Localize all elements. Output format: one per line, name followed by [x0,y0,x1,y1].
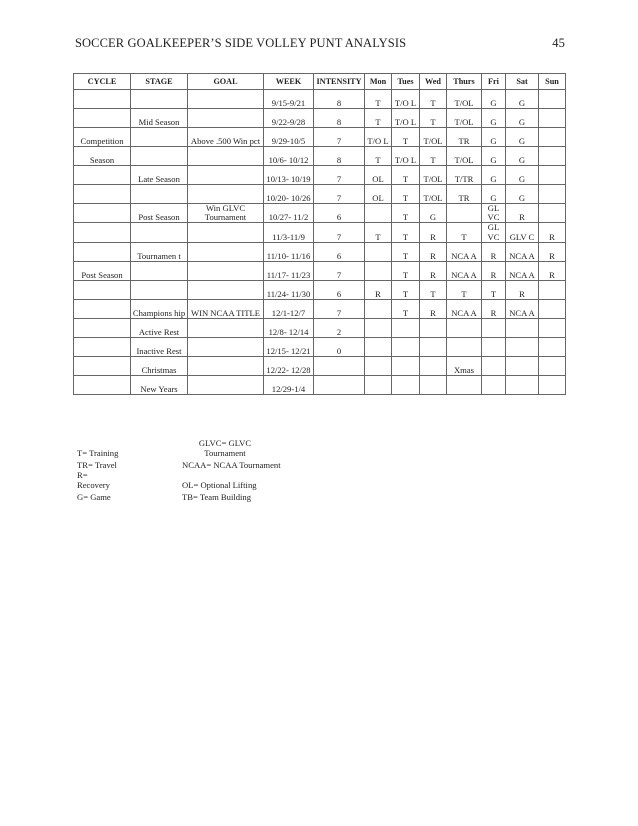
cell-wed: R [420,261,447,280]
cell-fri: G [482,109,506,128]
cell-tues: T [392,280,420,299]
cell-wed: R [420,299,447,318]
schedule-table [73,73,566,395]
cell-goal [188,166,264,185]
column-header-fri: Fri [482,74,506,90]
cell-thurs: NCA A [447,261,482,280]
cell-tues: T [392,166,420,185]
cell-cycle [74,318,131,337]
cell-goal [188,223,264,242]
cell-week: 9/15-9/21 [264,90,314,109]
cell-week: 12/22- 12/28 [264,356,314,375]
cell-cycle: Competition [74,128,131,147]
cell-sun [539,128,566,147]
cell-fri: R [482,299,506,318]
cell-mon [365,337,392,356]
cell-fri: G [482,147,506,166]
cell-goal [188,242,264,261]
cell-fri: R [482,261,506,280]
cell-thurs: NCA A [447,242,482,261]
cell-goal: Win GLVC Tournament [188,204,264,223]
table-row [74,375,566,394]
cell-tues: T/O L [392,147,420,166]
table-row [74,166,566,185]
cell-week: 10/6- 10/12 [264,147,314,166]
cell-wed: T/OL [420,128,447,147]
cell-thurs: TR [447,128,482,147]
cell-thurs: T/TR [447,166,482,185]
cell-sat: G [506,147,539,166]
cell-sat: G [506,185,539,204]
cell-intensity: 8 [314,109,365,128]
table-row [74,109,566,128]
cell-week: 12/15- 12/21 [264,337,314,356]
cell-fri: R [482,242,506,261]
cell-thurs: T/OL [447,147,482,166]
cell-sun: R [539,223,566,242]
cell-tues [392,375,420,394]
legend-game: G= Game [77,492,111,502]
cell-fri: G [482,90,506,109]
cell-thurs: Xmas [447,356,482,375]
cell-wed [420,375,447,394]
cell-wed: T [420,109,447,128]
cell-intensity: 7 [314,261,365,280]
cell-intensity: 6 [314,242,365,261]
cell-intensity: 6 [314,204,365,223]
cell-thurs: NCA A [447,299,482,318]
column-header-wed: Wed [420,74,447,90]
cell-fri: T [482,280,506,299]
cell-wed [420,337,447,356]
cell-stage [131,261,188,280]
table-row [74,223,566,242]
cell-stage: Mid Season [131,109,188,128]
cell-intensity: 7 [314,299,365,318]
cell-sun: R [539,242,566,261]
legend-training: T= Training [77,448,119,458]
cell-stage [131,280,188,299]
cell-sat [506,356,539,375]
cell-thurs: TR [447,185,482,204]
column-header-goal: GOAL [188,74,264,90]
cell-goal: Above .500 Win pct [188,128,264,147]
cell-goal [188,280,264,299]
cell-wed: T [420,147,447,166]
cell-fri: GL VC [482,204,506,223]
cell-stage [131,90,188,109]
cell-stage: Late Season [131,166,188,185]
cell-stage [131,128,188,147]
cell-tues: T [392,299,420,318]
legend-glvc [185,438,265,458]
column-header-tues: Tues [392,74,420,90]
cell-tues: T [392,204,420,223]
cell-sun [539,204,566,223]
legend-recovery-text: Recovery [77,480,110,490]
legend-glvc-line2: Tournament [204,448,246,458]
cell-fri: G [482,185,506,204]
cell-stage: New Years [131,375,188,394]
cell-cycle [74,356,131,375]
table-header-row [74,74,566,90]
cell-tues: T [392,185,420,204]
column-header-week: WEEK [264,74,314,90]
cell-mon [365,261,392,280]
cell-fri: G [482,166,506,185]
cell-thurs: T/OL [447,90,482,109]
cell-goal [188,147,264,166]
table-row [74,147,566,166]
cell-intensity: 8 [314,147,365,166]
cell-cycle: Post Season [74,261,131,280]
cell-thurs: T [447,280,482,299]
table-row [74,318,566,337]
column-header-sat: Sat [506,74,539,90]
cell-goal [188,337,264,356]
cell-sun [539,166,566,185]
cell-sun: R [539,261,566,280]
cell-thurs [447,204,482,223]
cell-tues: T [392,128,420,147]
table-row [74,185,566,204]
cell-goal [188,318,264,337]
cell-goal [188,90,264,109]
cell-intensity [314,356,365,375]
table-row [74,356,566,375]
document-title: SOCCER GOALKEEPER’S SIDE VOLLEY PUNT ANALYSIS [75,36,407,50]
cell-week: 11/10- 11/16 [264,242,314,261]
cell-cycle [74,185,131,204]
table-row [74,128,566,147]
cell-intensity: 7 [314,166,365,185]
cell-fri [482,318,506,337]
cell-thurs [447,318,482,337]
cell-cycle [74,280,131,299]
cell-week: 11/24- 11/30 [264,280,314,299]
cell-intensity: 6 [314,280,365,299]
cell-week: 9/22-9/28 [264,109,314,128]
cell-sat [506,337,539,356]
cell-mon: OL [365,166,392,185]
cell-tues: T [392,242,420,261]
table-row [74,280,566,299]
table-body [74,90,566,395]
cell-fri [482,337,506,356]
cell-sun [539,337,566,356]
cell-fri [482,375,506,394]
cell-sun [539,356,566,375]
cell-thurs: T/OL [447,109,482,128]
cell-wed: R [420,242,447,261]
cell-cycle: Season [74,147,131,166]
cell-sat: GLV C [506,223,539,242]
cell-sat: NCA A [506,261,539,280]
cell-mon [365,299,392,318]
cell-cycle [74,109,131,128]
cell-goal [188,375,264,394]
cell-sat: R [506,204,539,223]
cell-week: 12/8- 12/14 [264,318,314,337]
cell-sun [539,147,566,166]
cell-sat: G [506,109,539,128]
page-number: 45 [552,36,565,50]
cell-week: 12/1-12/7 [264,299,314,318]
table-row [74,299,566,318]
cell-wed: T/OL [420,166,447,185]
cell-wed: T [420,90,447,109]
cell-goal [188,356,264,375]
cell-mon [365,204,392,223]
cell-sat: R [506,280,539,299]
cell-cycle [74,90,131,109]
cell-sun [539,280,566,299]
cell-stage [131,185,188,204]
cell-week: 10/13- 10/19 [264,166,314,185]
cell-mon [365,375,392,394]
cell-thurs [447,337,482,356]
cell-mon [365,356,392,375]
cell-sat [506,375,539,394]
cell-sun [539,109,566,128]
cell-week: 11/3-11/9 [264,223,314,242]
cell-mon: T [365,90,392,109]
cell-intensity: 7 [314,223,365,242]
cell-cycle [74,204,131,223]
cell-sun [539,375,566,394]
cell-stage: Inactive Rest [131,337,188,356]
table-row [74,204,566,223]
cell-mon [365,318,392,337]
cell-sat: NCA A [506,242,539,261]
cell-cycle [74,242,131,261]
cell-cycle [74,375,131,394]
cell-sat: G [506,128,539,147]
cell-intensity: 7 [314,185,365,204]
cell-cycle [74,223,131,242]
column-header-sun: Sun [539,74,566,90]
cell-tues: T/O L [392,109,420,128]
cell-week: 10/27- 11/2 [264,204,314,223]
cell-stage [131,147,188,166]
cell-wed: G [420,204,447,223]
table-row [74,337,566,356]
legend-glvc-line1: GLVC= GLVC [198,438,252,448]
cell-cycle [74,166,131,185]
cell-mon: R [365,280,392,299]
cell-mon: OL [365,185,392,204]
cell-goal [188,261,264,280]
cell-sat: NCA A [506,299,539,318]
legend [77,438,497,528]
cell-cycle [74,337,131,356]
cell-tues [392,318,420,337]
cell-sun [539,90,566,109]
column-header-intensity: INTENSITY [314,74,365,90]
legend-optional-lifting: OL= Optional Lifting [182,480,257,490]
cell-wed: T [420,280,447,299]
cell-stage: Active Rest [131,318,188,337]
cell-intensity: 8 [314,90,365,109]
cell-sat [506,318,539,337]
cell-cycle [74,299,131,318]
cell-tues [392,356,420,375]
cell-wed [420,356,447,375]
cell-mon: T [365,223,392,242]
cell-sat: G [506,166,539,185]
cell-wed: T/OL [420,185,447,204]
cell-mon: T/O L [365,128,392,147]
table-row [74,261,566,280]
cell-mon: T [365,109,392,128]
cell-sat: G [506,90,539,109]
cell-stage: Christmas [131,356,188,375]
column-header-stage: STAGE [131,74,188,90]
legend-travel: TR= Travel [77,460,117,470]
table-row [74,90,566,109]
cell-fri [482,356,506,375]
cell-tues: T/O L [392,90,420,109]
cell-goal [188,109,264,128]
column-header-mon: Mon [365,74,392,90]
cell-fri: G [482,128,506,147]
legend-ncaa: NCAA= NCAA Tournament [182,460,281,470]
table-row [74,242,566,261]
cell-stage: Tournamen t [131,242,188,261]
cell-thurs: T [447,223,482,242]
cell-intensity [314,375,365,394]
cell-stage [131,223,188,242]
cell-mon [365,242,392,261]
cell-stage: Post Season [131,204,188,223]
cell-intensity: 7 [314,128,365,147]
cell-fri: GL VC [482,223,506,242]
cell-sun [539,318,566,337]
cell-thurs [447,375,482,394]
column-header-cycle: CYCLE [74,74,131,90]
cell-tues [392,337,420,356]
cell-sun [539,185,566,204]
cell-stage: Champions hip [131,299,188,318]
legend-recovery-label: R= [77,470,88,480]
column-header-thurs: Thurs [447,74,482,90]
cell-tues: T [392,223,420,242]
cell-tues: T [392,261,420,280]
cell-wed: R [420,223,447,242]
cell-mon: T [365,147,392,166]
cell-goal: WIN NCAA TITLE [188,299,264,318]
legend-team-building: TB= Team Building [182,492,252,502]
cell-week: 11/17- 11/23 [264,261,314,280]
cell-sun [539,299,566,318]
cell-wed [420,318,447,337]
cell-intensity: 0 [314,337,365,356]
cell-week: 12/29-1/4 [264,375,314,394]
cell-week: 10/20- 10/26 [264,185,314,204]
cell-intensity: 2 [314,318,365,337]
cell-week: 9/29-10/5 [264,128,314,147]
cell-goal [188,185,264,204]
